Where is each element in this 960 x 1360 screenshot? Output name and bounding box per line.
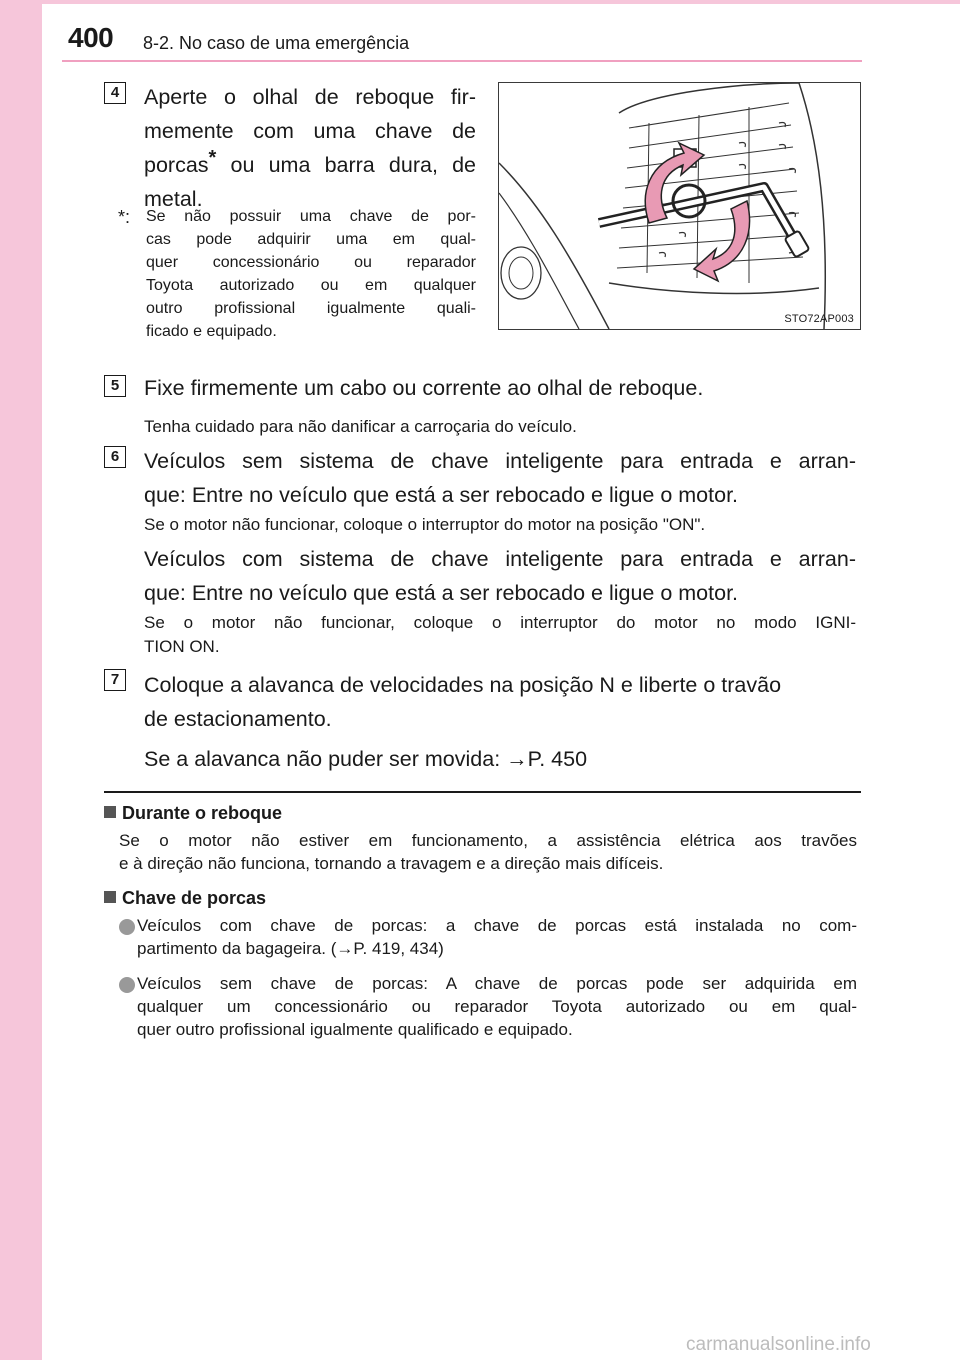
circle-bullet-icon bbox=[119, 919, 135, 935]
pink-sidebar bbox=[0, 0, 42, 1360]
step7-line3: Se a alavanca não puder ser movida: →P. 450 bbox=[144, 747, 588, 771]
step6-note-b-line1: Se o motor não funcionar, coloque o interruptor do motor no modo IGNI- bbox=[144, 613, 856, 632]
step5-note: Tenha cuidado para não danificar a carroçaria do veículo. bbox=[144, 417, 577, 436]
step4-line3a: porcas bbox=[144, 153, 209, 177]
step4-line2: memente com uma chave de bbox=[144, 119, 476, 143]
asterisk-mark: * bbox=[208, 147, 217, 169]
note-heading-wrench bbox=[104, 888, 266, 909]
page-number: 400 bbox=[68, 22, 114, 53]
header-top-strip bbox=[42, 0, 960, 4]
note-towing-line1: Se o motor não estiver em funcionamento, a assistência elétrica aos travões bbox=[119, 831, 857, 850]
tow-eye-illustration bbox=[498, 82, 861, 330]
step4-line1: Aperte o olhal de reboque fir- bbox=[144, 85, 476, 109]
footnote-line: cas pode adquirir uma em qual- bbox=[146, 231, 476, 248]
header-rule bbox=[62, 60, 862, 62]
bullet2-line1: Veículos sem chave de porcas: A chave de porcas pode ser adquirida em bbox=[137, 974, 857, 993]
note-heading-wrench-label: Chave de porcas bbox=[122, 888, 267, 908]
step-number-4: 4 bbox=[104, 82, 126, 104]
section-divider bbox=[104, 791, 861, 793]
note-wrench-bullet1 bbox=[137, 914, 857, 960]
step6-note-a: Se o motor não funcionar, coloque o interruptor do motor na posição "ON". bbox=[144, 515, 706, 534]
step7-text bbox=[144, 668, 864, 776]
bullet1-line2: partimento da bagageira. (→P. 419, 434) bbox=[137, 939, 444, 958]
step6-note-b-line2: TION ON. bbox=[144, 637, 220, 656]
section-title: 8-2. No caso de uma emergência bbox=[143, 33, 410, 53]
step6-text-a bbox=[144, 444, 856, 512]
step6-b-line1: Veículos com sistema de chave inteligente para entrada e arran- bbox=[144, 547, 856, 571]
note-wrench-bullet2 bbox=[137, 972, 857, 1041]
step4-line3b: ou uma barra dura, de bbox=[216, 153, 476, 177]
step4-line4: metal. bbox=[144, 187, 203, 211]
step6-text-b bbox=[144, 542, 856, 610]
step4-text bbox=[144, 80, 476, 216]
step-number-5: 5 bbox=[104, 375, 126, 397]
step6-b-line2: que: Entre no veículo que está a ser rebocado e ligue o motor. bbox=[144, 581, 739, 605]
circle-bullet-icon bbox=[119, 977, 135, 993]
note-towing-text bbox=[119, 829, 857, 875]
watermark: carmanualsonline.info bbox=[686, 1334, 871, 1355]
note-towing-line2: e à direção não funciona, tornando a travagem e a direção mais difíceis. bbox=[119, 854, 664, 873]
tow-eye-drawing bbox=[499, 83, 860, 329]
step6-a-line2: que: Entre no veículo que está a ser rebocado e ligue o motor. bbox=[144, 483, 739, 507]
step6-a-line1: Veículos sem sistema de chave inteligente para entrada e arran- bbox=[144, 449, 856, 473]
figure-caption: STO72AP003 bbox=[784, 313, 854, 325]
note-heading-towing bbox=[104, 803, 282, 824]
step7-line1: Coloque a alavanca de velocidades na posição N e liberte o travão bbox=[144, 673, 782, 697]
footnote-line: Toyota autorizado ou em qualquer bbox=[146, 277, 476, 294]
step6-note-b bbox=[144, 611, 856, 659]
square-bullet-icon bbox=[104, 891, 116, 903]
footnote-line: outro profissional igualmente quali- bbox=[146, 300, 476, 317]
step7-line2: de estacionamento. bbox=[144, 707, 332, 731]
step-number-7: 7 bbox=[104, 669, 126, 691]
footnote-line: Se não possuir uma chave de por- bbox=[146, 208, 476, 225]
bullet1-line1: Veículos com chave de porcas: a chave de porcas está instalada no com- bbox=[137, 916, 857, 935]
step-number-6: 6 bbox=[104, 446, 126, 468]
note-heading-towing-label: Durante o reboque bbox=[122, 803, 283, 823]
footnote-line: ficado e equipado. bbox=[146, 323, 277, 340]
step5-text: Fixe firmemente um cabo ou corrente ao olhal de reboque. bbox=[144, 376, 704, 400]
footnote-mark: *: bbox=[118, 207, 131, 227]
square-bullet-icon bbox=[104, 806, 116, 818]
bullet2-line3: quer outro profissional igualmente qualificado e equipado. bbox=[137, 1020, 573, 1039]
bullet2-line2: qualquer um concessionário ou reparador Toyota autorizado ou em qual- bbox=[137, 997, 857, 1016]
footnote-text bbox=[146, 205, 476, 343]
footnote-line: quer concessionário ou reparador bbox=[146, 254, 476, 271]
step4-line3 bbox=[144, 148, 476, 182]
